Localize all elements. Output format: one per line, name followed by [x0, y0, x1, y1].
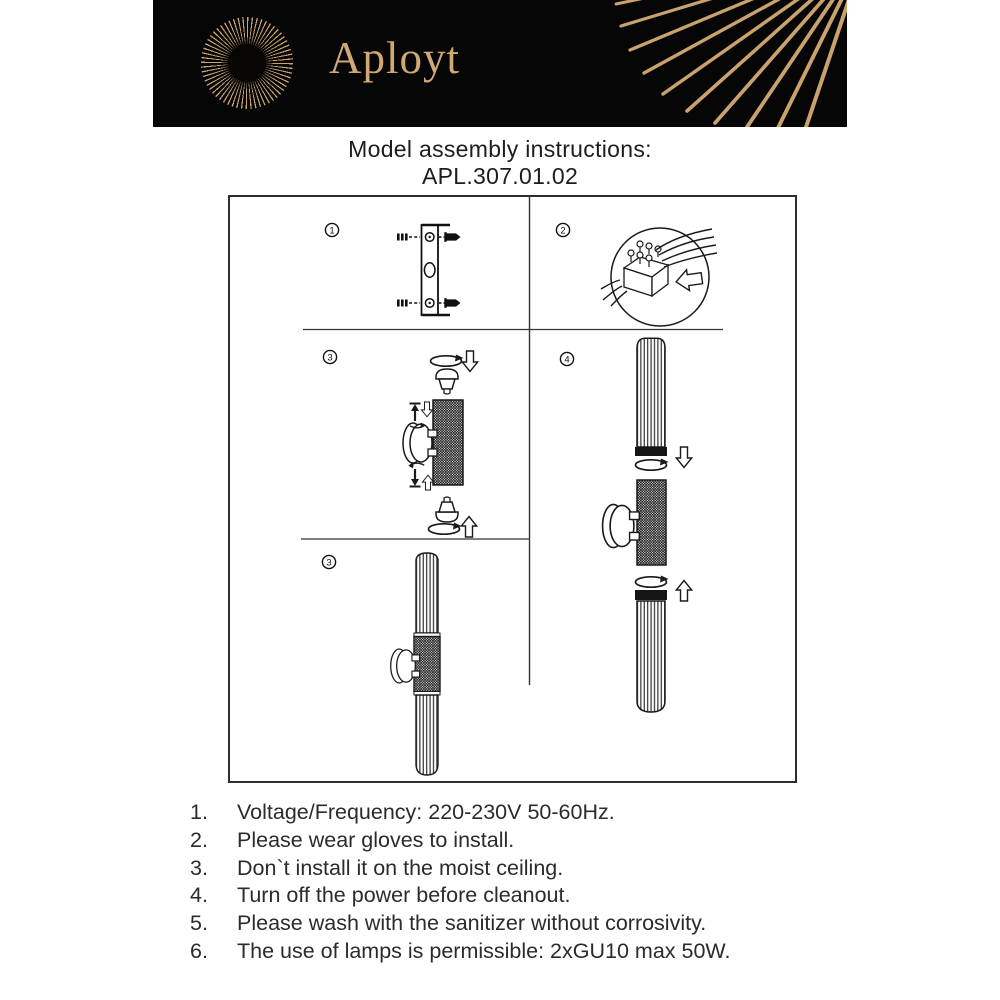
panel-5-badge — [322, 555, 335, 568]
instruction-text: Turn off the power before cleanout. — [237, 883, 571, 908]
screw-icon — [439, 232, 461, 308]
assembly-diagram — [228, 195, 797, 783]
instruction-number: 2. — [190, 827, 208, 852]
panel-1-badge — [325, 223, 338, 236]
instruction-item — [190, 882, 850, 910]
knurled-cylinder-icon — [637, 480, 666, 565]
svg-text:4: 4 — [564, 354, 570, 366]
junction-detail-circle — [601, 228, 717, 326]
page-title: Model assembly instructions: — [348, 136, 652, 162]
instruction-item — [190, 938, 850, 966]
instruction-number: 3. — [190, 855, 208, 880]
instruction-number: 6. — [190, 938, 208, 963]
instruction-text: Please wear gloves to install. — [237, 827, 515, 852]
instruction-text: Don`t install it on the moist ceiling. — [237, 855, 564, 880]
panel-3-badge — [323, 350, 336, 363]
wall-bracket-icon — [403, 423, 437, 463]
model-number: APL.307.01.02 — [421, 163, 579, 189]
knurled-cylinder-icon — [433, 400, 463, 485]
fluted-tube-icon — [637, 338, 665, 447]
diffuser-assembly-diagram — [603, 338, 692, 712]
bulb-install-diagram — [403, 351, 478, 537]
wall-bracket-icon — [603, 504, 640, 547]
panel-2-badge — [556, 223, 569, 236]
svg-text:2: 2 — [560, 225, 566, 237]
brand-banner — [153, 0, 847, 127]
instructions-list — [190, 799, 850, 966]
corner-rays-icon — [153, 0, 847, 127]
wall-anchor-icon — [397, 234, 420, 307]
instruction-text: Voltage/Frequency: 220-230V 50-60Hz. — [237, 800, 615, 824]
collar-ring-icon — [635, 447, 667, 456]
brand-wordmark: Aployt — [329, 33, 461, 83]
instruction-item — [190, 910, 850, 938]
collar-ring-icon — [635, 590, 667, 600]
instruction-number: 5. — [190, 911, 208, 936]
instruction-item — [190, 799, 850, 827]
instruction-number: 4. — [190, 883, 208, 908]
instruction-text: The use of lamps is permissible: 2xGU10 max 50W. — [237, 938, 731, 963]
assembled-lamp-diagram — [391, 553, 440, 775]
instruction-item — [190, 855, 850, 883]
instruction-text: Please wash with the sanitizer without corrosivity. — [237, 911, 707, 936]
diagram-box — [228, 195, 797, 783]
svg-text:1: 1 — [329, 225, 335, 237]
fluted-tube-icon — [637, 601, 665, 712]
panel-4-badge — [560, 352, 573, 365]
instruction-number: 1. — [190, 800, 208, 824]
svg-text:3: 3 — [326, 557, 332, 569]
instruction-item — [190, 827, 850, 855]
svg-text:3: 3 — [327, 352, 333, 364]
